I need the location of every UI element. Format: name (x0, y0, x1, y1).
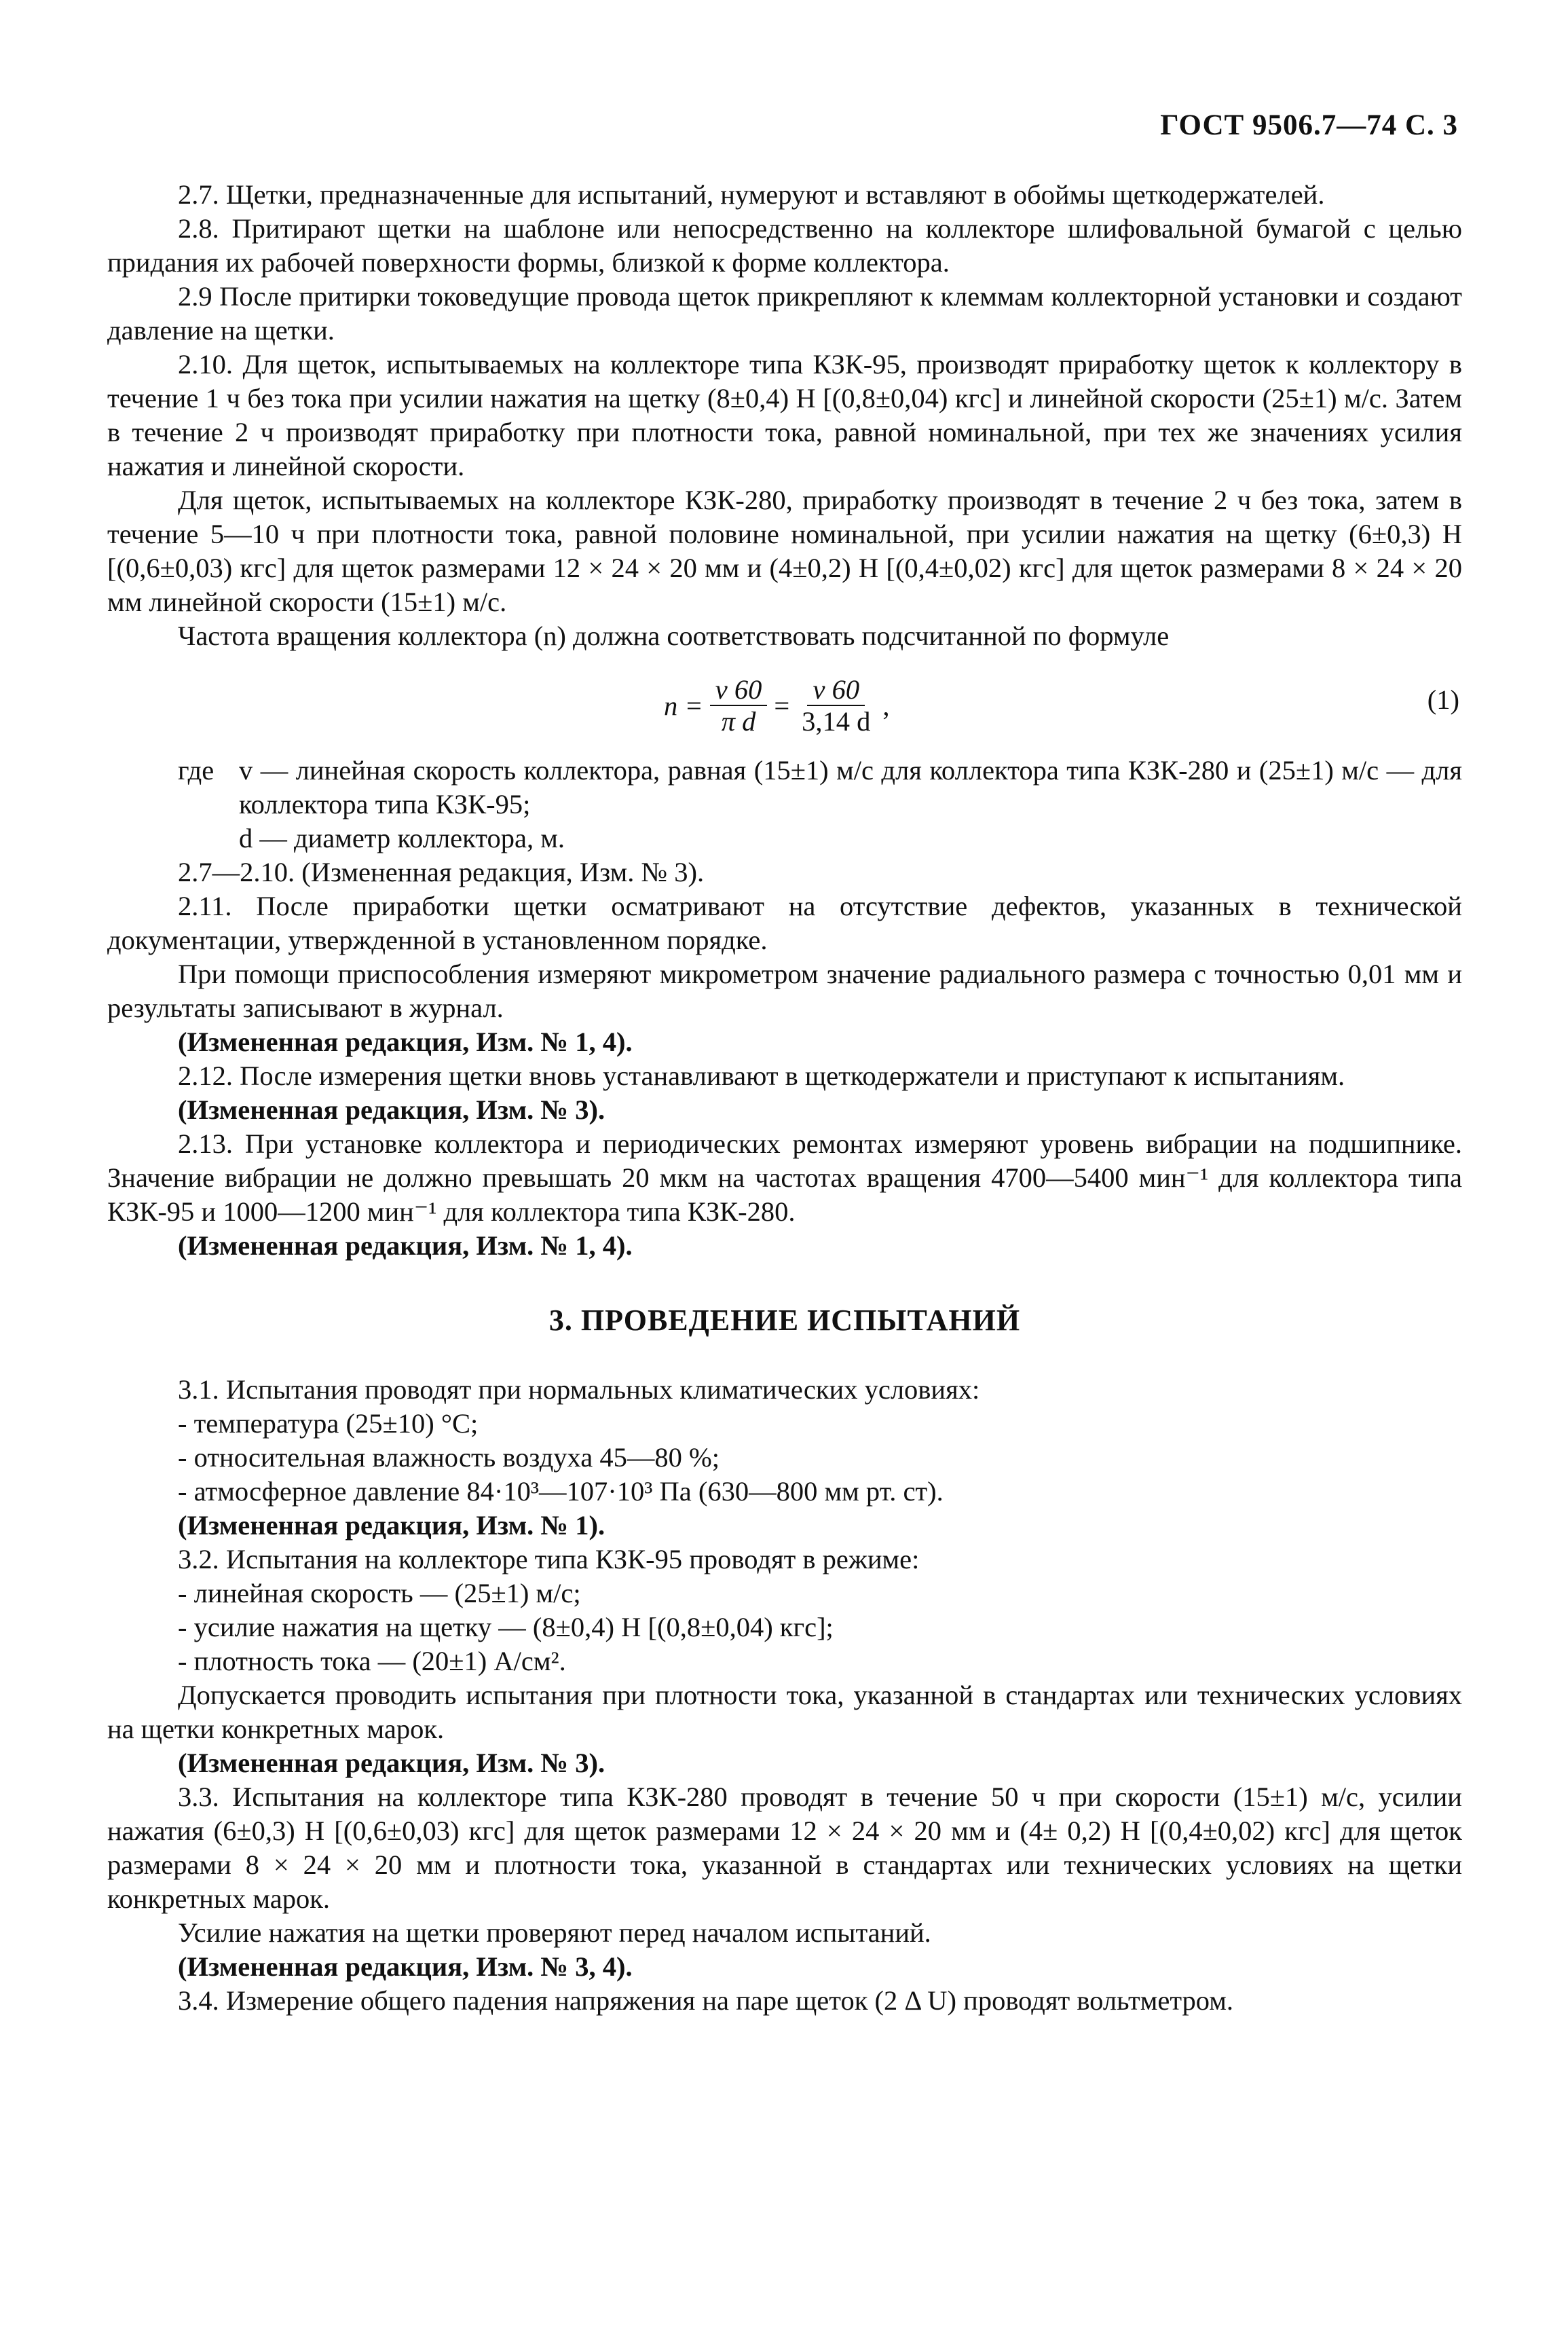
formula-fraction-1 (710, 675, 768, 737)
clause-2-9: 2.9 После притирки токоведущие провода щеток прикрепляют к клеммам коллекторной установки и создают давление на щетки. (107, 281, 1462, 346)
formula-expression (664, 675, 890, 737)
section-3-title: 3. ПРОВЕДЕНИЕ ИСПЫТАНИЙ (548, 1304, 1021, 1337)
where-label: где (178, 755, 214, 786)
formula-denominator-1: π d (721, 706, 756, 737)
clause-3-1-item: - температура (25±10) °С; (178, 1408, 479, 1439)
clause-3-4: 3.4. Измерение общего падения напряжения на паре щеток (2 Δ U) проводят вольтметром. (178, 1985, 1233, 2016)
amendment-3-2: (Измененная редакция, Изм. № 3). (178, 1748, 605, 1778)
clause-2-13: 2.13. При установке коллектора и периодических ремонтах измеряют уровень вибрации на подшипнике. Значение вибрации не должно превышать 20 мкм на частотах вращения 4700—5400 мин⁻¹ для коллектора типа КЗК-95 и 1000—1200 мин⁻¹ для коллектора типа КЗК-280. (107, 1128, 1462, 1227)
clause-2-7: 2.7. Щетки, предназначенные для испытаний, нумеруют и вставляют в обоймы щеткодержателей. (178, 179, 1325, 210)
where-label-spacer (107, 822, 239, 855)
formula-1 (107, 665, 1462, 741)
formula-where-v (107, 754, 1462, 822)
clause-2-10-kzk280: Для щеток, испытываемых на коллекторе КЗК-280, приработку производят в течение 2 ч без тока, затем в течение 5—10 ч при плотности тока, равной половине номинальной, при усилии нажатия на щетку (6±0,3) Н [(0,6±0,03) кгс] для щеток размерами 12 × 24 × 20 мм и (4±0,2) Н [(0,4±0,02) кгс] для щеток размерами 8 × 24 × 20 мм линейной скорости (15±1) м/с. (107, 485, 1462, 617)
clause-2-10-frequency: Частота вращения коллектора (n) должна соответствовать подсчитанной по формуле (178, 621, 1170, 651)
amendment-2-11: (Измененная редакция, Изм. № 1, 4). (178, 1027, 633, 1057)
formula-number: (1) (1427, 684, 1459, 715)
amendment-2-7-2-10: 2.7—2.10. (Измененная редакция, Изм. № 3). (178, 857, 705, 887)
clause-3-3: 3.3. Испытания на коллекторе типа КЗК-280 проводят в течение 50 ч при скорости (15±1) м/с, усилии нажатия (6±0,3) Н [(0,6±0,03) кгс] для щеток размерами 12 × 24 × 20 мм и (4± 0,2) Н [(0,4±0,02) кгс] для щеток размерами 8 × 24 × 20 мм и плотности тока, указанной в стандартах или технических условиях на щетки конкретных марок. (107, 1782, 1462, 1914)
where-d-definition: d — диаметр коллектора, м. (239, 823, 565, 853)
clause-2-10: 2.10. Для щеток, испытываемых на коллекторе типа КЗК-95, производят приработку щеток к коллектору в течение 1 ч без тока при усилии нажатия на щетку (8±0,4) Н [(0,8±0,04) кгс] и линейной скорости (25±1) м/с. Затем в течение 2 ч производят приработку при плотности тока, равной номинальной, при тех же значениях усилия нажатия и линейной скорости. (107, 349, 1462, 481)
clause-2-11-measure: При помощи приспособления измеряют микрометром значение радиального размера с точностью 0,01 мм и результаты записывают в журнал. (107, 959, 1462, 1023)
formula-denominator-2: 3,14 d (802, 706, 871, 737)
clause-2-8: 2.8. Притирают щетки на шаблоне или непосредственно на коллекторе шлифовальной бумагой с целью придания их рабочей поверхности формы, близкой к форме коллектора. (107, 213, 1462, 278)
amendment-2-12: (Измененная редакция, Изм. № 3). (178, 1094, 605, 1125)
clause-3-2-item: - плотность тока — (20±1) А/см². (178, 1646, 566, 1676)
clause-3-3-check: Усилие нажатия на щетки проверяют перед началом испытаний. (178, 1917, 931, 1948)
formula-equals: = (774, 690, 790, 721)
formula-fraction-2 (796, 675, 876, 737)
formula-lhs: n = (664, 690, 703, 721)
formula-numerator-1: v 60 (710, 675, 768, 706)
clause-3-2-allowance: Допускается проводить испытания при плотности тока, указанной в стандартах или технических условиях на щетки конкретных марок. (107, 1680, 1462, 1744)
clause-3-1-item: - относительная влажность воздуха 45—80 %; (178, 1442, 720, 1473)
where-v-definition: v — линейная скорость коллектора, равная (15±1) м/с для коллектора типа КЗК-280 и (25±1) м/с — для коллектора типа КЗК-95; (239, 755, 1462, 819)
clause-3-1: 3.1. Испытания проводят при нормальных климатических условиях: (178, 1374, 980, 1405)
clause-3-2: 3.2. Испытания на коллекторе типа КЗК-95 проводят в режиме: (178, 1544, 920, 1574)
formula-numerator-2: v 60 (807, 675, 865, 706)
clause-3-2-item: - линейная скорость — (25±1) м/с; (178, 1578, 581, 1608)
clause-2-11: 2.11. После приработки щетки осматривают на отсутствие дефектов, указанных в технической документации, утвержденной в установленном порядке. (107, 891, 1462, 955)
clause-3-2-item: - усилие нажатия на щетку — (8±0,4) Н [(0,8±0,04) кгс]; (178, 1612, 834, 1642)
amendment-3-3: (Измененная редакция, Изм. № 3, 4). (178, 1951, 633, 1982)
page-header: ГОСТ 9506.7—74 С. 3 (1160, 109, 1458, 141)
amendment-3-1: (Измененная редакция, Изм. № 1). (178, 1510, 605, 1541)
formula-comma: , (882, 690, 890, 721)
document-body (107, 178, 1462, 2018)
formula-where-d (107, 822, 1462, 855)
clause-2-12: 2.12. После измерения щетки вновь устанавливают в щеткодержатели и приступают к испытаниям. (178, 1061, 1345, 1091)
clause-3-1-item: - атмосферное давление 84·10³—107·10³ Па (630—800 мм рт. ст). (178, 1476, 944, 1507)
amendment-2-13: (Измененная редакция, Изм. № 1, 4). (178, 1230, 633, 1261)
